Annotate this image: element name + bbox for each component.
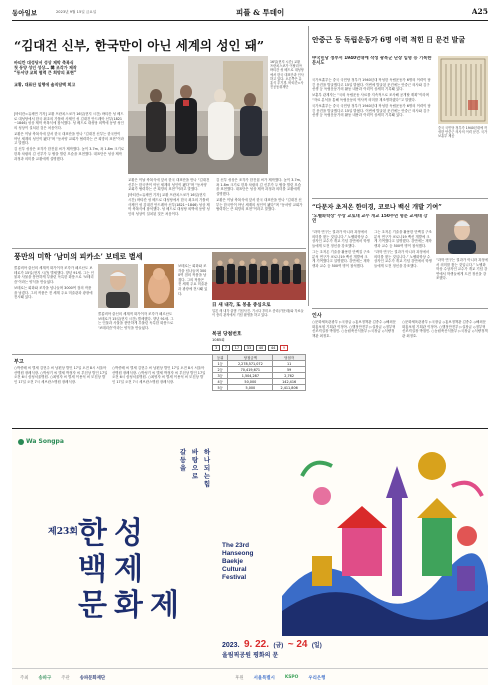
- lottery-table: [212, 354, 306, 391]
- table-row: [213, 385, 306, 391]
- title-char: 성: [114, 516, 143, 551]
- table-cell: 5,000: [228, 385, 273, 391]
- botero-photo: [98, 264, 138, 308]
- slogan-char: 는: [203, 472, 211, 480]
- right-paragraph: 국가보훈부는 중국 국민당 정부가 1940년대 작성한 독립운동가 6명의 이력이 담긴 문건을 발굴했다고 15일 밝혔다. 이번에 발굴된 문건에는 안중근 의사와 김구 선생 등 독립운동가의 활동 내용과 이력이 상세히 기록돼 있다.: [312, 104, 431, 118]
- right-paragraph: 국가보훈부는 중국 국민당 정부가 1940년대 작성한 독립운동가 6명의 이력이 담긴 문건을 발굴했다고 15일 밝혔다. 이번에 발굴된 문건에는 안중근 의사와 김구 선생 등 독립운동가의 활동 내용과 이력이 상세히 기록돼 있다.: [312, 78, 431, 92]
- section-title: 피플 & 투데이: [236, 8, 285, 17]
- songpa-logo: [18, 438, 64, 445]
- title-char: 화: [114, 588, 143, 623]
- main-body-col1: [14, 112, 124, 244]
- logo-text: Wa Songpa: [26, 438, 64, 445]
- science-subhead: ‘노벨화학상’ 수상 교토대 교수 개교 150주년 명문 교세대 강연: [312, 214, 428, 225]
- main-paragraph: 교황은 이날 축복식에 앞서 한국 대표단을 만나 “김대건 신부는 한국만이 아닌 세계의 성인이 됐다”며 “동서양 교회가 협력하는 큰 희망의 표현”이라고 말했다.: [216, 197, 303, 212]
- festival-edition: 제23회: [48, 527, 78, 537]
- science-body-col3: [436, 258, 488, 304]
- lottery-ball: 44: [268, 345, 279, 351]
- subhead-1: 바티칸 대성당서 성상 제막 축복식: [14, 60, 74, 65]
- lottery-numbers: [212, 345, 306, 351]
- title-char: 제: [114, 552, 143, 587]
- lottery-title: 복권 당첨번호: [212, 331, 242, 337]
- sponsor-label: 주관: [61, 675, 70, 681]
- slogan-char: 갈: [179, 448, 187, 456]
- date-start: 9. 22.: [243, 639, 270, 650]
- scientist-portrait-image: [436, 214, 488, 254]
- sponsor-name: 송파구: [38, 675, 52, 681]
- lottery-table-header: 당첨자: [273, 355, 306, 361]
- masthead: [12, 6, 488, 18]
- main-subheads: [14, 60, 124, 108]
- date-start-day: (금): [273, 643, 284, 649]
- logo-icon: [18, 439, 24, 445]
- botero-artwork: [144, 264, 174, 308]
- cabinet-caption: 일본 새 내각 출범 기념사진. 기시다 후미오 총리(가운데)와 각료들이 총리 관저에서 기념 촬영을 하고 있다.: [212, 309, 304, 318]
- botero-paragraph: 보테로는 회화와 조각을 넘나들며 3000여 점의 작품을 남겼다. 그의 작품은 전 세계 주요 미술관과 광장에 전시돼 있다.: [14, 285, 93, 300]
- en-line: The 23rd: [222, 542, 250, 549]
- main-headline: “김대건 신부, 한국만이 아닌 세계의 성인 돼”: [14, 38, 265, 53]
- botero-paragraph: 콜롬비아 출신의 세계적 화가이자 조각가 페르난도 보테로가 15일(현지 시간) 별세했다. 향년 91세. 그는 인물과 사물을 풍만하게 부풀린 독특한 화풍으로 ‘보테리즘’이라는 양식을 만들었다.: [14, 266, 94, 284]
- historical-document-image: [438, 56, 488, 124]
- slogan-char: 로: [191, 472, 199, 480]
- slogan-char: 을: [179, 464, 187, 472]
- table-cell: 2,762: [273, 373, 306, 379]
- festival-title: [70, 460, 200, 630]
- table-cell: 1등: [213, 361, 228, 367]
- lottery-ball: 7: [222, 345, 230, 351]
- title-char: 문: [78, 588, 107, 623]
- main-paragraph: [바티칸=유채연 기자] 교황 프란치스코가 16일(현지 시간) 바티칸 성 베드로 대성당에서 한국 최초의 가톨릭 사제인 성 김대건 안드레아 신부(1821~1846) 성상 제막 축복식에 참석했다. 성 베드로 대성당 외벽에 동양 성인의 성상이 설치된 것은 처음이다.: [128, 193, 210, 216]
- science-paragraph: 그는 초저온 기술을 활용한 단백질 구조 분석 연구가 코로나19 백신 개발에 크게 기여했다고 설명했다. 강연에는 재학생과 교수 등 500여 명이 참석했다.: [312, 249, 370, 268]
- main-paragraph: 교황은 이날 축복식에 앞서 한국 대표단을 만나 “김대건 신부는 한국만이 아닌 세계의 성인이 됐다”며 “동서양 교회가 협력하는 큰 희망의 표현”이라고 말했다.: [128, 178, 210, 192]
- botero-body-col3: [98, 312, 174, 350]
- science-body-col1: [312, 230, 370, 304]
- slogan-char: 탕: [191, 456, 199, 464]
- table-cell: 5등: [213, 385, 228, 391]
- title-char: 제: [150, 588, 179, 623]
- slogan-char: 바: [191, 448, 199, 456]
- lottery-table-header: 당첨금액: [228, 355, 273, 361]
- science-body-col2: [374, 230, 432, 304]
- page-number: A25: [471, 7, 488, 16]
- main-photo-caption: 16일(현지 시간) 교황 프란치스코가 이탈리아 바티칸 성 베드로 대성당에서 한국 대표단과 인사하고 있다. 오른쪽은 유흥식 추기경. 바티칸=사진공동취재단: [270, 60, 304, 90]
- cabinet-group-image: [212, 252, 306, 300]
- table-cell: 11: [273, 361, 306, 367]
- science-paragraph: 그는 초저온 기술을 활용한 단백질 구조 분석 연구가 코로나19 백신 개발에 크게 기여했다고 설명했다. 강연에는 재학생과 교수 등 500여 명이 참석했다.: [374, 230, 432, 248]
- botero-paragraph: 보테로는 회화와 조각을 넘나들며 3000여 점의 작품을 남겼다. 그의 작품은 전 세계 주요 미술관과 광장에 전시돼 있다.: [178, 264, 208, 296]
- science-paragraph: “과학 연구는 결과가 아니라 과정에서 의미를 찾는 것입니다.” 노벨화학상 수상자인 교수가 개교 기념 강연에서 학생들에게 도전 정신을 강조했다.: [436, 258, 488, 281]
- column-divider: [308, 26, 309, 306]
- slogan-char: 나: [203, 456, 211, 464]
- document-caption: 중국 국민당 정부가 1940년대에 작성한 안중근 의사의 이력 문건. 국가보훈부 제공: [438, 126, 488, 139]
- subhead-3: “동서양 교회 협력 큰 희망의 표현”: [14, 70, 77, 76]
- table-cell: 1,504,287: [228, 373, 273, 379]
- main-body-col3: [216, 178, 304, 244]
- table-cell: 142,416: [273, 379, 306, 385]
- table-cell: 50,000: [228, 379, 273, 385]
- festival-illustration: [282, 436, 488, 636]
- document-photo: [438, 56, 488, 124]
- title-char: 백: [78, 552, 107, 587]
- section-rule: [312, 198, 488, 199]
- lottery-ball: 40: [256, 345, 267, 351]
- en-line: Hanseong: [222, 550, 254, 557]
- right-subhead: 中국민당 정부서 1940년대에 작성 광복군 단장 임명 등 기록한 문서도: [312, 56, 432, 67]
- slogan-char: 힘: [203, 480, 211, 488]
- obituary-body-col2: ○박종배 씨 별세 김현주 씨 남편상 발인 17일 오전 8시 서울아산병원 장례식장. ○박성기 씨 별세 박정자 씨 부친상 발인 17일 오전 6시 삼성서울병원. ○최영자 씨 별세 이용석 씨 모친상 발인 17일 오전 7시 세브란스병원 장례식장.: [112, 366, 206, 384]
- en-line: Festival: [222, 574, 247, 581]
- lottery-box: [212, 330, 306, 424]
- sponsor-name: KSPO: [284, 675, 299, 680]
- botero-body-col2: [178, 264, 208, 350]
- right-body: [312, 78, 434, 196]
- horizontal-rule: [312, 308, 488, 309]
- ad-top-rule: [12, 428, 488, 429]
- portrait-photo: [436, 214, 488, 254]
- botero-paragraph: 콜롬비아 출신의 세계적 화가이자 조각가 페르난도 보테로가 15일(현지 시간) 별세했다. 향년 91세. 그는 인물과 사물을 풍만하게 부풀린 독특한 화풍으로 ‘보테리즘’이라는 양식을 만들었다.: [98, 312, 174, 330]
- right-paragraph: 보훈부 관계자는 “국외 독립운동 사료를 지속적으로 조사해 공개할 계획”이라며 “자료 분석을 통해 독립운동의 역사적 의미를 재조명하겠다”고 말했다.: [312, 93, 429, 102]
- botero-headline: 풍만의 미학 ‘남미의 피카소’ 보테로 별세: [14, 252, 143, 261]
- issue-date: 2023년 9월 15일 금요일: [56, 10, 97, 14]
- main-body-col2: [128, 178, 210, 244]
- subhead-2: 첫 동양 성인 성상… 韓 조각가 제작: [14, 65, 77, 71]
- en-line: Cultural: [222, 566, 247, 573]
- science-paragraph: “과학 연구는 결과가 아니라 과정에서 의미를 찾는 것입니다.” 노벨화학상 수상자인 교수가 개교 기념 강연에서 학생들에게 도전 정신을 강조했다.: [312, 230, 370, 248]
- obituary-body-col1: ○박종배 씨 별세 김현주 씨 남편상 발인 17일 오전 8시 서울아산병원 장례식장. ○박성기 씨 별세 박정자 씨 부친상 발인 17일 오전 6시 삼성서울병원. ○최영자 씨 별세 이용석 씨 모친상 발인 17일 오전 7시 세브란스병원 장례식장.: [14, 366, 108, 384]
- pope-meeting-image: [128, 56, 268, 174]
- lottery-round: 1085회: [212, 338, 225, 342]
- vertical-slogan-3: [202, 448, 212, 488]
- sponsor-label: 주최: [20, 675, 29, 681]
- table-cell: 2,278,571,072: [228, 361, 273, 367]
- cabinet-headline: 日 새 내각, 또 봉을 중심으로: [212, 303, 271, 308]
- personnel-body-col1: ○문화체육관광부 ▷국장급 ◇홍보정책관 김종수 ◇해외문화홍보원 기획관 이정아. ○행정안전부 ▷실장급 ◇정부혁신조직실장 박철민. ○농림축산식품부 ▷국장급 ◇식량정책관 최정호.: [312, 320, 396, 338]
- slogan-char: 등: [179, 456, 187, 464]
- date-year: 2023.: [222, 642, 240, 649]
- table-cell: 4등: [213, 379, 228, 385]
- personnel-title: 인사: [312, 313, 322, 319]
- title-char: 한: [78, 516, 107, 551]
- sponsor-bar: [12, 668, 488, 685]
- table-cell: 70,419,671: [228, 367, 273, 373]
- date-end-day: (일): [311, 643, 322, 649]
- right-headline: 안중근 등 독립운동가 6명 이력 적힌 日 문건 발굴: [312, 36, 466, 44]
- table-cell: 2등: [213, 367, 228, 373]
- science-headline: “다문자 초저온 한미경, 코로나 백신 개발 기여”: [312, 204, 442, 211]
- english-title: [222, 542, 253, 582]
- main-paragraph: 김 신부 성상은 조각가 한진섭 씨가 제작했다. 높이 3.7m, 폭 1.8m 크기로 한복 차림의 김 신부가 두 팔을 벌린 모습을 표현했다. 대표단은 성상 제작 과정과 의미를 교황에게 설명했다.: [216, 178, 301, 196]
- main-photo: [128, 56, 268, 174]
- lottery-ball: 33: [244, 345, 255, 351]
- lottery-ball: 17: [232, 345, 243, 351]
- slogan-char: 으: [191, 464, 199, 472]
- sponsor-name: 우리은행: [308, 675, 326, 681]
- festival-artwork-image: [282, 436, 488, 636]
- festival-venue: 올림픽공원 평화의 문: [222, 652, 279, 659]
- lottery-bonus-ball: 9: [280, 345, 288, 351]
- en-line: Baekje: [222, 558, 243, 565]
- obituary-title: 부고: [14, 359, 24, 365]
- date-end: ~ 24: [287, 639, 308, 650]
- vertical-slogan-1: [178, 448, 188, 472]
- masthead-rule: [12, 20, 488, 21]
- main-paragraph: [바티칸=유채연 기자] 교황 프란치스코가 16일(현지 시간) 바티칸 성 베드로 대성당에서 한국 최초의 가톨릭 사제인 성 김대건 안드레아 신부(1821~1846) 성상 제막 축복식에 참석했다. 성 베드로 대성당 외벽에 동양 성인의 성상이 설치된 것은 처음이다.: [14, 112, 124, 130]
- personnel-body-col2: ○문화체육관광부 ▷국장급 ◇홍보정책관 김종수 ◇해외문화홍보원 기획관 이정아. ○행정안전부 ▷실장급 ◇정부혁신조직실장 박철민. ○농림축산식품부 ▷국장급 ◇식량정책관 최정호.: [402, 320, 488, 338]
- main-paragraph: 김 신부 성상은 조각가 한진섭 씨가 제작했다. 높이 3.7m, 폭 1.8m 크기로 한복 차림의 김 신부가 두 팔을 벌린 모습을 표현했다. 대표단은 성상 제작 과정과 의미를 교황에게 설명했다.: [14, 147, 124, 161]
- botero-painting-image: [144, 264, 174, 308]
- main-paragraph: 교황은 이날 축복식에 앞서 한국 대표단을 만나 “김대건 신부는 한국만이 아닌 세계의 성인이 됐다”며 “동서양 교회가 협력하는 큰 희망의 표현”이라고 말했다.: [14, 131, 124, 146]
- botero-portrait-image: [98, 264, 138, 308]
- vertical-slogan-2: [190, 448, 200, 480]
- science-paragraph: “과학 연구는 결과가 아니라 과정에서 의미를 찾는 것입니다.” 노벨화학상 수상자인 교수가 개교 기념 강연에서 학생들에게 도전 정신을 강조했다.: [374, 249, 432, 268]
- newspaper-name: 동아일보: [12, 9, 38, 17]
- lottery-table-header: 등위: [213, 355, 228, 361]
- table-cell: 3등: [213, 373, 228, 379]
- lottery-ball: 3: [212, 345, 220, 351]
- sponsor-name: 송파문화재단: [79, 675, 106, 681]
- cabinet-photo: [212, 252, 306, 300]
- slogan-char: 하: [203, 448, 211, 456]
- botero-body-col1: [14, 266, 94, 350]
- table-cell: 59: [273, 367, 306, 373]
- subhead-4: 교황, 대표단 일행에 솔직담백 회고: [14, 81, 76, 87]
- sponsor-label: 후원: [235, 675, 244, 681]
- slogan-char: 되: [203, 464, 211, 472]
- festival-ad: [12, 430, 488, 685]
- sponsor-name: 서울특별시: [253, 675, 275, 681]
- horizontal-rule: [12, 248, 306, 249]
- table-cell: 2,411,806: [273, 385, 306, 391]
